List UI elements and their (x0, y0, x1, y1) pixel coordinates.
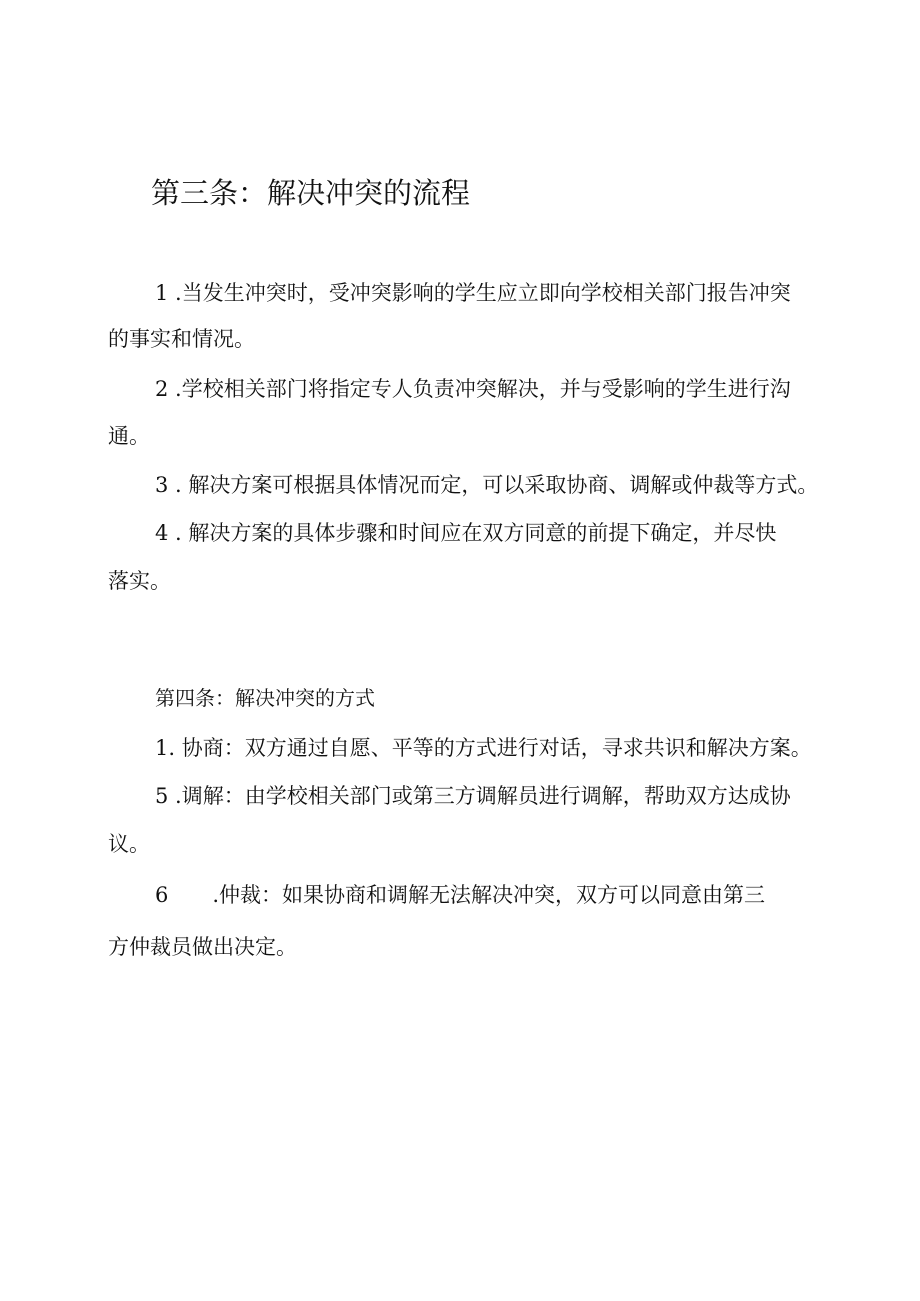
section-4-item-3-line-2: 方仲裁员做出决定。 (108, 935, 297, 959)
section-3-item-1-line-2: 的事实和情况。 (108, 327, 255, 351)
section-3-item-3-line-1: 3 . 解决方案可根据具体情况而定，可以采取协商、调解或仲裁等方式。 (155, 473, 819, 497)
section-3-item-4-line-2: 落实。 (108, 569, 171, 593)
section-4-item-2-line-2: 议。 (108, 832, 150, 856)
section-4-item-1-line-1: 1. 协商：双方通过自愿、平等的方式进行对话，寻求共识和解决方案。 (155, 736, 812, 760)
section-3-title: 第三条：解决冲突的流程 (151, 176, 471, 210)
section-3-item-2-line-1: 2 .学校相关部门将指定专人负责冲突解决，并与受影响的学生进行沟 (155, 377, 791, 401)
section-4-item-3-number: 6 (155, 883, 169, 907)
section-4-item-3-line-1 (155, 880, 765, 910)
section-4-item-2-line-1: 5 .调解：由学校相关部门或第三方调解员进行调解，帮助双方达成协 (155, 784, 791, 808)
section-4-item-3-text: .仲裁：如果协商和调解无法解决冲突，双方可以同意由第三 (212, 883, 766, 907)
section-3-item-2-line-2: 通。 (108, 424, 150, 448)
section-3-item-1-line-1: 1 .当发生冲突时，受冲突影响的学生应立即向学校相关部门报告冲突 (155, 281, 791, 305)
section-4-title: 第四条：解决冲突的方式 (155, 686, 375, 710)
section-3-item-4-line-1: 4 . 解决方案的具体步骤和时间应在双方同意的前提下确定，并尽快 (155, 521, 777, 545)
